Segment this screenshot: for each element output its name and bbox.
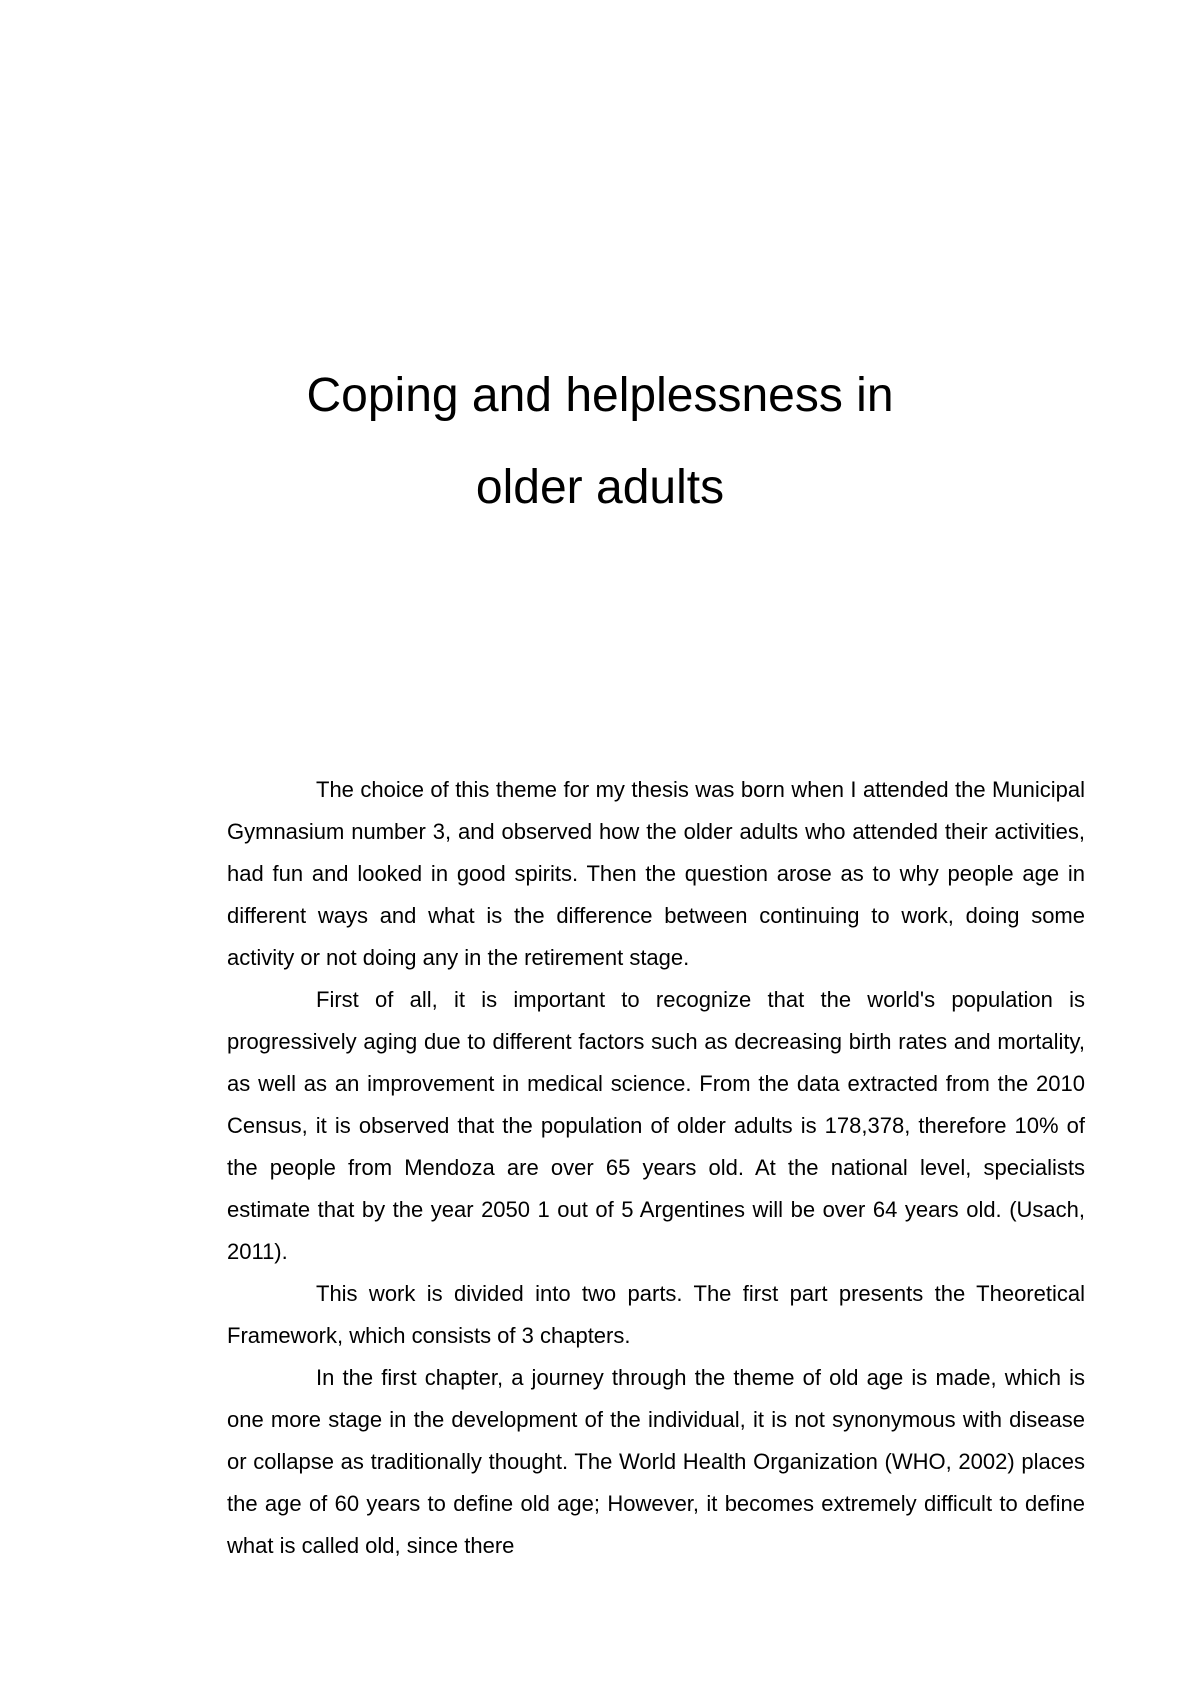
- title-line-2: older adults: [475, 461, 725, 514]
- paragraph-3: This work is divided into two parts. The first part presents the Theoretical Framework, which consists of 3 chapters.: [227, 1281, 1085, 1348]
- paragraph-4: In the first chapter, a journey through the theme of old age is made, which is one more stage in the development of the individual, it is not synonymous with disease or collapse as traditionally thought. The World Health Organization (WHO, 2002) places the age of 60 years to define old age; However, it becomes extremely difficult to define what is called old, since there: [227, 1365, 1085, 1558]
- document-body: [227, 769, 1085, 1567]
- paragraph-2: First of all, it is important to recognize that the world's population is progressively aging due to different factors such as decreasing birth rates and mortality, as well as an improvement in medical science. From the data extracted from the 2010 Census, it is observed that the population of older adults is 178,378, therefore 10% of the people from Mendoza are over 65 years old. At the national level, specialists estimate that by the year 2050 1 out of 5 Argentines will be over 64 years old. (Usach, 2011).: [227, 987, 1085, 1264]
- paragraph-1: The choice of this theme for my thesis was born when I attended the Municipal Gymnasium number 3, and observed how the older adults who attended their activities, had fun and looked in good spirits. Then the question arose as to why people age in different ways and what is the difference between continuing to work, doing some activity or not doing any in the retirement stage.: [227, 777, 1085, 970]
- document-title: [0, 350, 1200, 534]
- title-line-1: Coping and helplessness in: [306, 369, 894, 422]
